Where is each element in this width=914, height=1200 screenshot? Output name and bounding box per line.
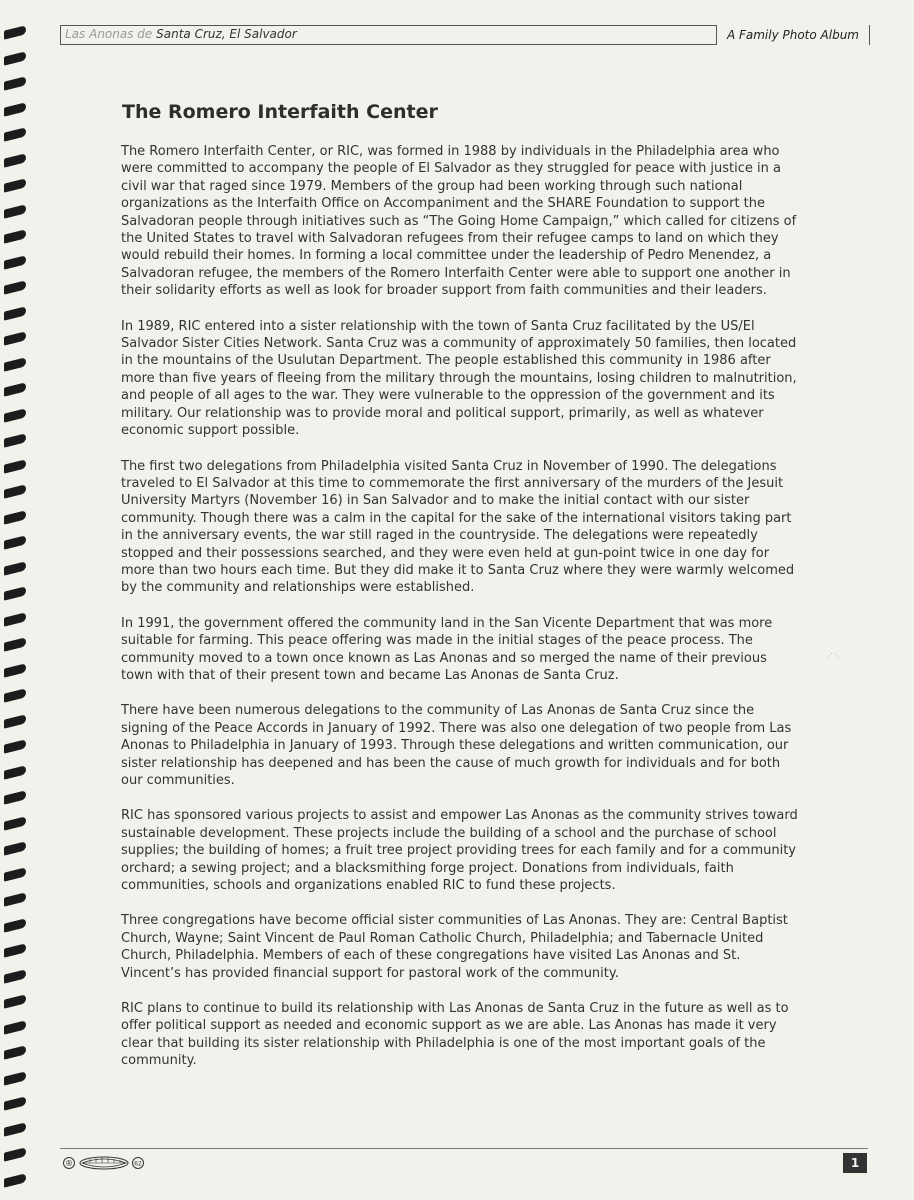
binding-ring [4, 892, 26, 906]
binding-ring [4, 790, 26, 804]
binding-ring [4, 1045, 26, 1059]
binding-ring [4, 918, 26, 932]
paragraph: Three congregations have become official sister communities of Las Anonas. They are: Central Baptist Church, Wayne; Saint Vincent de Paul Roman Catholic Church, Philadelphia; and Tabernacle United Church, Philadelphia. Members of each of these congregations have visited Las Anonas and St. Vincent’s has provided financial support for pastoral work of the community. [121, 913, 788, 981]
paper-smudge: ⋰⋱ [826, 652, 840, 660]
binding-ring [4, 586, 26, 600]
binding-ring [4, 1173, 26, 1187]
binding-ring [4, 102, 26, 116]
spiral-binding [0, 0, 34, 1200]
binding-ring [4, 306, 26, 320]
binding-ring [4, 765, 26, 779]
paragraph: RIC has sponsored various projects to assist and empower Las Anonas as the community strives toward sustainable development. These projects include the building of a school and the purchase of school supplies; the building of homes; a fruit tree project providing trees for each family and for a community orchard; a sewing project; and a blacksmithing forge project. Donations from individuals, faith communities, schools and organizations enabled RIC to fund these projects. [121, 808, 798, 894]
binding-ring [4, 535, 26, 549]
binding-ring [4, 739, 26, 753]
paragraph: RIC plans to continue to build its relationship with Las Anonas de Santa Cruz in the future as well as to offer political support as needed and economic support as we are able. Las Anonas has made it very clear that building its sister relationship with Philadelphia is one of the most important goals of the community. [121, 1001, 789, 1069]
binding-ring [4, 841, 26, 855]
binding-ring [4, 382, 26, 396]
binding-ring [4, 178, 26, 192]
binding-ring [4, 280, 26, 294]
binding-ring [4, 1147, 26, 1161]
paragraph: The first two delegations from Philadelphia visited Santa Cruz in November of 1990. The delegations traveled to El Salvador at this time to commemorate the first anniversary of the murders of the Jesuit University Martyrs (November 16) in San Salvador and to make the initial contact with our sister community. Though there was a calm in the capital for the sake of the international visitors taking part in the anniversary events, the war still raged in the countryside. The delegations were repeatedly stopped and their possessions searched, and they were even held at gun-point twice in one day for more than two hours each time. But they did make it to Santa Cruz where they were warmly welcomed by the community and relationships were established. [121, 458, 795, 596]
binding-ring [4, 51, 26, 65]
paragraph: In 1991, the government offered the community land in the San Vicente Department that was more suitable for farming. This peace offering was made in the initial stages of the peace process. The community moved to a town once known as Las Anonas and so merged the name of their previous town with that of their present town and became Las Anonas de Santa Cruz. [121, 615, 773, 683]
binding-ring [4, 994, 26, 1008]
binding-ring [4, 484, 26, 498]
page-title: The Romero Interfaith Center [122, 101, 438, 123]
running-header [60, 25, 870, 45]
binding-ring [4, 1122, 26, 1136]
binding-ring [4, 943, 26, 957]
binding-ring [4, 1096, 26, 1110]
page-number: 1 [843, 1153, 867, 1173]
article-body [121, 143, 801, 1088]
binding-ring [4, 510, 26, 524]
binding-ring [4, 331, 26, 345]
binding-ring [4, 1020, 26, 1034]
header-faded-text: Las Anonas de [65, 27, 153, 41]
binding-ring [4, 637, 26, 651]
binding-ring [4, 714, 26, 728]
binding-ring [4, 433, 26, 447]
binding-ring [4, 153, 26, 167]
footer-rule [60, 1148, 868, 1149]
emblem-mark-left: ® [65, 1159, 73, 1168]
binding-ring [4, 688, 26, 702]
binding-ring [4, 612, 26, 626]
binding-ring [4, 459, 26, 473]
binding-ring [4, 127, 26, 141]
header-location-text: Santa Cruz, El Salvador [156, 27, 297, 41]
binding-ring [4, 561, 26, 575]
binding-ring [4, 25, 26, 39]
paragraph: In 1989, RIC entered into a sister relationship with the town of Santa Cruz facilitated by the US/El Salvador Sister Cities Network. Santa Cruz was a community of approximately 50 families, then located in the mountains of the Usulutan Department. The people established this community in 1986 after more than five years of fleeing from the military through the mountains, losing children to malnutrition, and people of all ages to the war. They were vulnerable to the oppression of the government and its military. Our relationship was to provide moral and political support, primarily, as well as whatever economic support possible. [121, 318, 797, 439]
binding-ring [4, 1071, 26, 1085]
binding-ring [4, 76, 26, 90]
header-album-title: A Family Photo Album [716, 25, 869, 45]
binding-ring [4, 663, 26, 677]
binding-ring [4, 357, 26, 371]
binding-ring [4, 867, 26, 881]
footer-emblem-icon [62, 1154, 146, 1172]
binding-ring [4, 969, 26, 983]
binding-ring [4, 816, 26, 830]
binding-ring [4, 408, 26, 422]
binding-ring [4, 229, 26, 243]
paragraph: There have been numerous delegations to the community of Las Anonas de Santa Cruz since the signing of the Peace Accords in January of 1992. There was also one delegation of two people from Las Anonas to Philadelphia in January of 1993. Through these delegations and written communication, our sister relationship has deepened and has been the cause of much growth for individuals and for both our communities. [121, 703, 792, 788]
binding-ring [4, 204, 26, 218]
binding-ring [4, 255, 26, 269]
emblem-mark-right: 62 [134, 1160, 142, 1168]
paragraph: The Romero Interfaith Center, or RIC, was formed in 1988 by individuals in the Philadelphia area who were committed to accompany the people of El Salvador as they struggled for peace with justice in a civil war that raged since 1979. Members of the group had been working through such national organizations as the Interfaith Office on Accompaniment and the SHARE Foundation to support the Salvadoran people through initiatives such as “The Going Home Campaign,” which called for citizens of the United States to travel with Salvadoran refugees from their refugee camps to land on which they would rebuild their homes. In forming a local committee under the leadership of Pedro Menendez, a Salvadoran refugee, the members of the Romero Interfaith Center were able to support one another in their solidarity efforts as well as look for broader support from faith communities and their leaders. [121, 144, 797, 299]
header-location-title [65, 27, 297, 41]
